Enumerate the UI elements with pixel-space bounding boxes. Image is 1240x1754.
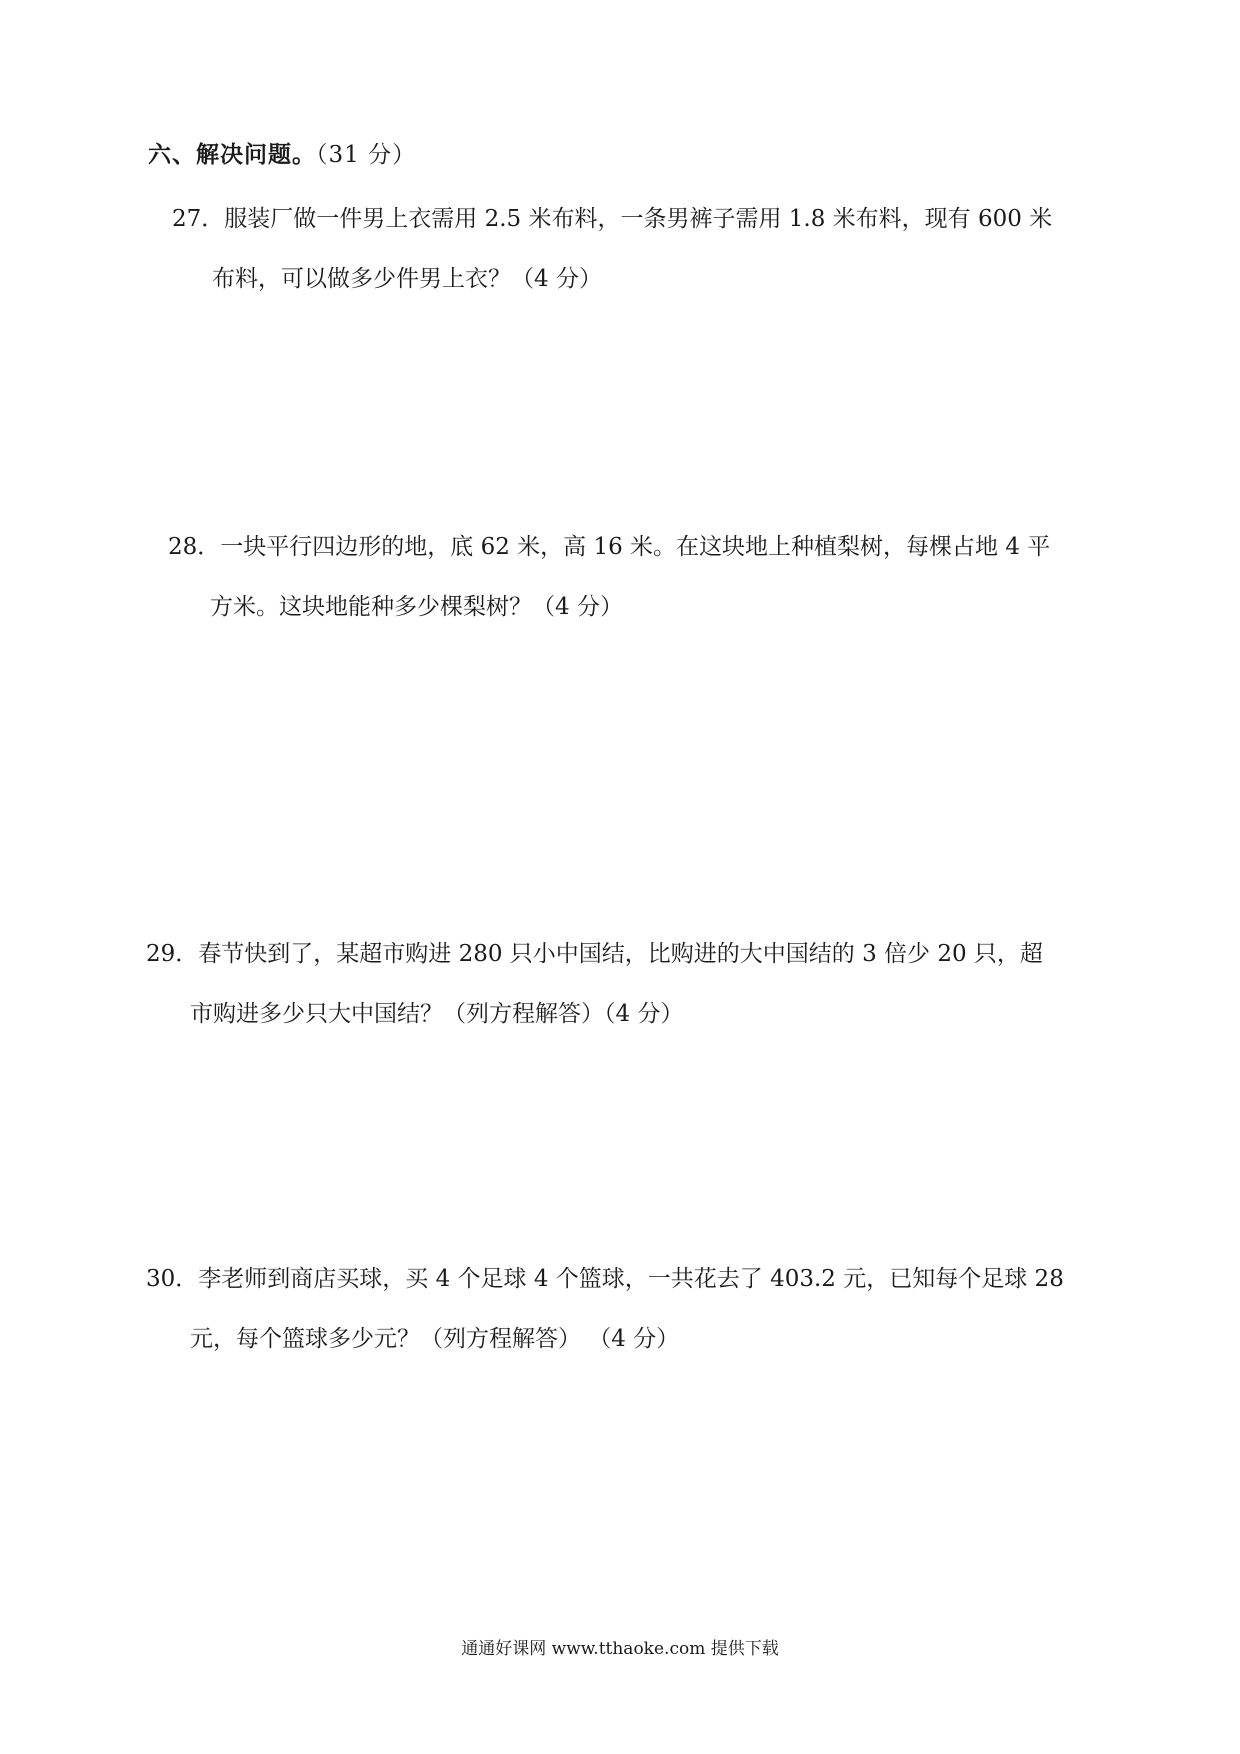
section-score: （31 分） — [316, 142, 417, 168]
section-title-text: 六、解决问题。 — [148, 141, 316, 168]
question-29 — [146, 938, 1106, 1030]
question-27 — [172, 203, 1132, 295]
question-line-1: 30．李老师到商店买球，买 4 个足球 4 个篮球，一共花去了 403.2 元，已知每个足球 28 — [146, 1266, 1064, 1292]
question-line-1: 27．服装厂做一件男上衣需用 2.5 米布料，一条男裤子需用 1.8 米布料，现有 600 米 — [172, 206, 1053, 232]
section-heading — [148, 136, 416, 169]
page-footer: 通通好课网 www.tthaoke.com 提供下载 — [461, 1639, 779, 1659]
question-line-1: 29．春节快到了，某超市购进 280 只小中国结，比购进的大中国结的 3 倍少 20 只，超 — [146, 941, 1043, 967]
question-line-2: 市购进多少只大中国结？（列方程解答）（4 分） — [190, 1001, 684, 1027]
question-line-1: 28．一块平行四边形的地，底 62 米，高 16 米。在这块地上种植梨树，每棵占地 4 平 — [168, 534, 1051, 560]
question-line-2: 元，每个篮球多少元？（列方程解答） （4 分） — [190, 1326, 680, 1352]
question-line-2: 布料，可以做多少件男上衣？（4 分） — [212, 266, 602, 292]
question-line-2: 方米。这块地能种多少棵梨树？（4 分） — [210, 594, 623, 620]
question-28 — [168, 531, 1128, 623]
question-30 — [146, 1263, 1106, 1355]
